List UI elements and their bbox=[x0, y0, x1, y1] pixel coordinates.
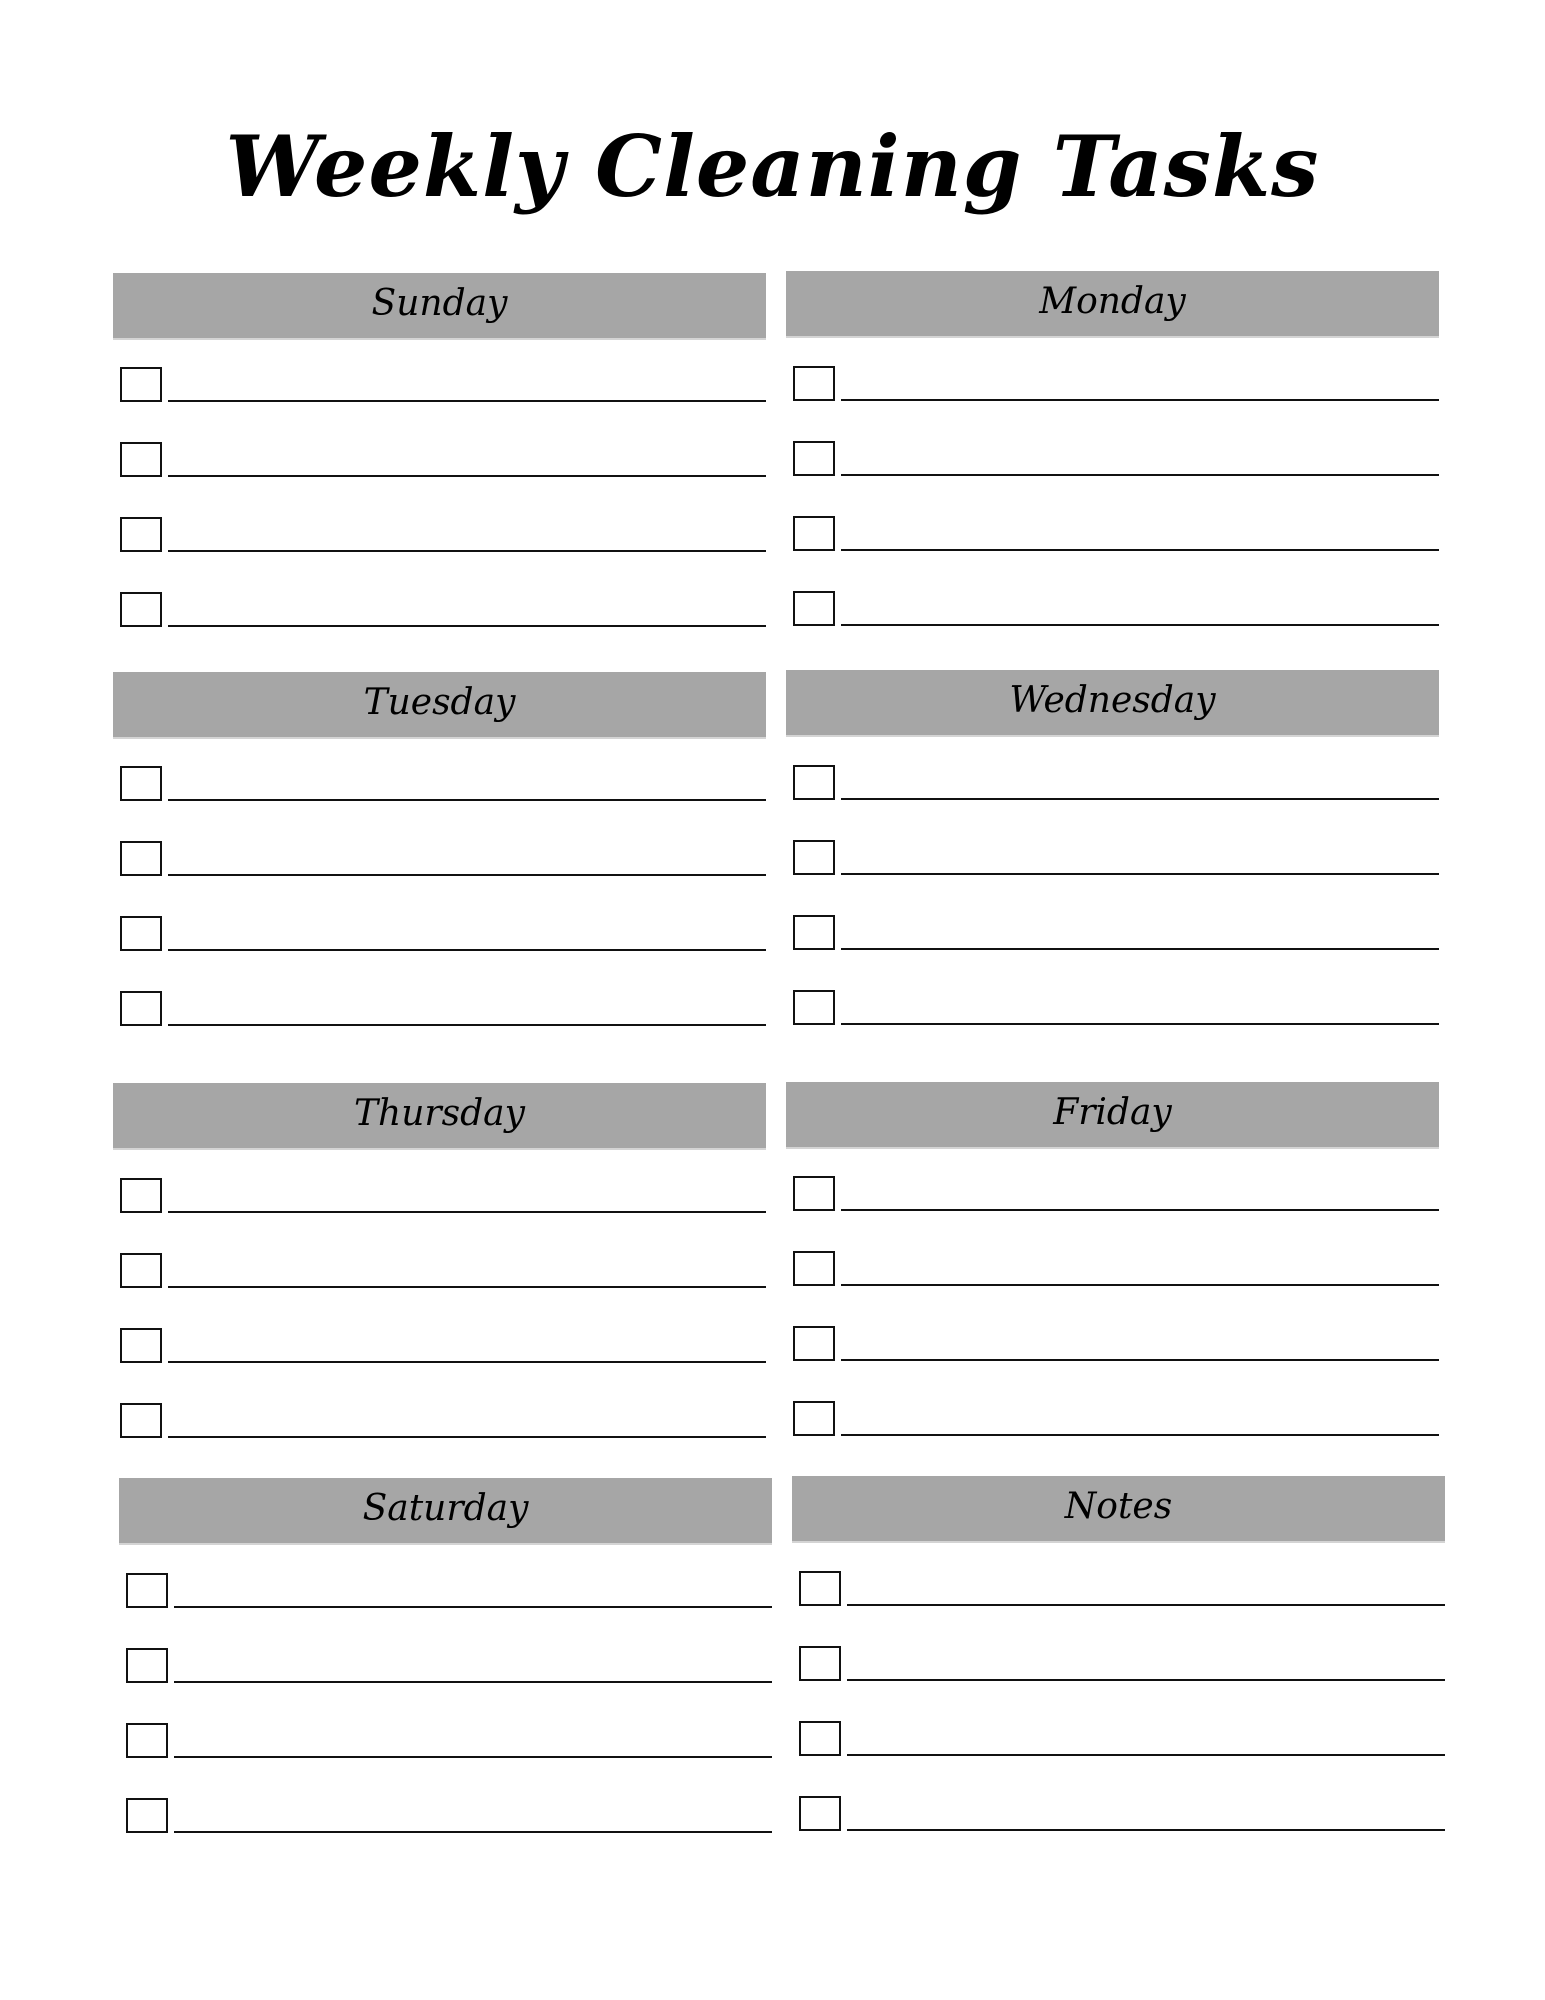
task-row bbox=[786, 516, 1439, 552]
page-title: Weekly Cleaning Tasks bbox=[225, 117, 1320, 216]
task-checkbox[interactable] bbox=[120, 916, 162, 951]
task-input[interactable] bbox=[850, 1723, 1443, 1755]
task-row bbox=[792, 1721, 1445, 1757]
task-row bbox=[786, 1176, 1439, 1212]
task-checkbox[interactable] bbox=[120, 1403, 162, 1438]
task-checkbox[interactable] bbox=[126, 1723, 168, 1758]
task-input[interactable] bbox=[177, 1650, 770, 1682]
task-row bbox=[113, 1403, 766, 1439]
section-monday bbox=[786, 271, 1439, 338]
task-input[interactable] bbox=[171, 444, 764, 476]
section-sunday bbox=[113, 273, 766, 340]
task-input[interactable] bbox=[844, 368, 1437, 400]
section-header bbox=[113, 672, 766, 739]
section-header bbox=[786, 1082, 1439, 1149]
section-title: Wednesday bbox=[1009, 680, 1216, 721]
task-input[interactable] bbox=[177, 1575, 770, 1607]
section-tuesday bbox=[113, 672, 766, 739]
task-row bbox=[786, 1401, 1439, 1437]
task-checkbox[interactable] bbox=[799, 1571, 841, 1606]
task-checkbox[interactable] bbox=[793, 990, 835, 1025]
section-title: Thursday bbox=[354, 1093, 525, 1134]
task-row bbox=[786, 990, 1439, 1026]
task-row bbox=[119, 1573, 772, 1609]
section-title: Friday bbox=[1053, 1092, 1172, 1133]
section-title: Monday bbox=[1039, 281, 1186, 322]
task-row bbox=[113, 1328, 766, 1364]
task-checkbox[interactable] bbox=[120, 991, 162, 1026]
task-row bbox=[786, 840, 1439, 876]
task-input[interactable] bbox=[171, 1405, 764, 1437]
section-wednesday bbox=[786, 670, 1439, 737]
section-title: Sunday bbox=[371, 283, 508, 324]
section-thursday bbox=[113, 1083, 766, 1150]
task-input[interactable] bbox=[171, 993, 764, 1025]
task-checkbox[interactable] bbox=[799, 1796, 841, 1831]
task-row bbox=[786, 915, 1439, 951]
task-row bbox=[786, 765, 1439, 801]
task-checkbox[interactable] bbox=[793, 1326, 835, 1361]
task-checkbox[interactable] bbox=[793, 840, 835, 875]
task-checkbox[interactable] bbox=[793, 915, 835, 950]
task-checkbox[interactable] bbox=[799, 1646, 841, 1681]
section-header bbox=[113, 273, 766, 340]
task-input[interactable] bbox=[844, 1178, 1437, 1210]
task-input[interactable] bbox=[844, 917, 1437, 949]
task-row bbox=[792, 1796, 1445, 1832]
task-row bbox=[786, 441, 1439, 477]
task-checkbox[interactable] bbox=[793, 1401, 835, 1436]
task-row bbox=[786, 366, 1439, 402]
task-input[interactable] bbox=[171, 843, 764, 875]
task-checkbox[interactable] bbox=[793, 516, 835, 551]
task-input[interactable] bbox=[844, 518, 1437, 550]
task-checkbox[interactable] bbox=[793, 441, 835, 476]
task-row bbox=[113, 442, 766, 478]
task-input[interactable] bbox=[177, 1800, 770, 1832]
task-input[interactable] bbox=[850, 1573, 1443, 1605]
task-input[interactable] bbox=[844, 443, 1437, 475]
task-row bbox=[113, 367, 766, 403]
task-row bbox=[786, 1251, 1439, 1287]
task-input[interactable] bbox=[850, 1798, 1443, 1830]
task-checkbox[interactable] bbox=[120, 517, 162, 552]
task-row bbox=[119, 1798, 772, 1834]
task-input[interactable] bbox=[844, 593, 1437, 625]
task-input[interactable] bbox=[844, 767, 1437, 799]
task-row bbox=[113, 916, 766, 952]
task-input[interactable] bbox=[177, 1725, 770, 1757]
section-title: Saturday bbox=[362, 1488, 529, 1529]
task-checkbox[interactable] bbox=[120, 841, 162, 876]
section-saturday bbox=[119, 1478, 772, 1545]
task-checkbox[interactable] bbox=[120, 592, 162, 627]
task-input[interactable] bbox=[844, 992, 1437, 1024]
task-row bbox=[113, 1253, 766, 1289]
task-row bbox=[113, 991, 766, 1027]
section-friday bbox=[786, 1082, 1439, 1149]
task-row bbox=[792, 1646, 1445, 1682]
section-header bbox=[113, 1083, 766, 1150]
task-input[interactable] bbox=[844, 1253, 1437, 1285]
section-header bbox=[786, 670, 1439, 737]
task-input[interactable] bbox=[171, 519, 764, 551]
section-header bbox=[792, 1476, 1445, 1543]
task-input[interactable] bbox=[171, 1330, 764, 1362]
section-header bbox=[119, 1478, 772, 1545]
task-row bbox=[113, 1178, 766, 1214]
task-input[interactable] bbox=[844, 1328, 1437, 1360]
task-checkbox[interactable] bbox=[120, 367, 162, 402]
task-row bbox=[113, 517, 766, 553]
task-checkbox[interactable] bbox=[793, 591, 835, 626]
section-title: Tuesday bbox=[363, 682, 516, 723]
task-checkbox[interactable] bbox=[793, 1251, 835, 1286]
task-checkbox[interactable] bbox=[793, 765, 835, 800]
task-row bbox=[119, 1723, 772, 1759]
task-row bbox=[113, 841, 766, 877]
task-checkbox[interactable] bbox=[793, 1176, 835, 1211]
task-row bbox=[113, 592, 766, 628]
task-checkbox[interactable] bbox=[120, 1328, 162, 1363]
task-input[interactable] bbox=[171, 1180, 764, 1212]
task-input[interactable] bbox=[171, 1255, 764, 1287]
section-notes bbox=[792, 1476, 1445, 1543]
task-row bbox=[786, 1326, 1439, 1362]
task-row bbox=[792, 1571, 1445, 1607]
task-input[interactable] bbox=[171, 369, 764, 401]
task-input[interactable] bbox=[844, 1403, 1437, 1435]
section-title: Notes bbox=[1064, 1486, 1173, 1527]
section-header bbox=[786, 271, 1439, 338]
task-checkbox[interactable] bbox=[120, 1178, 162, 1213]
task-input[interactable] bbox=[171, 918, 764, 950]
task-input[interactable] bbox=[171, 594, 764, 626]
task-row bbox=[786, 591, 1439, 627]
task-row bbox=[113, 766, 766, 802]
task-checkbox[interactable] bbox=[126, 1798, 168, 1833]
task-checkbox[interactable] bbox=[120, 1253, 162, 1288]
task-checkbox[interactable] bbox=[126, 1648, 168, 1683]
task-input[interactable] bbox=[850, 1648, 1443, 1680]
task-input[interactable] bbox=[171, 768, 764, 800]
task-checkbox[interactable] bbox=[799, 1721, 841, 1756]
task-checkbox[interactable] bbox=[120, 766, 162, 801]
task-checkbox[interactable] bbox=[120, 442, 162, 477]
task-row bbox=[119, 1648, 772, 1684]
task-input[interactable] bbox=[844, 842, 1437, 874]
task-checkbox[interactable] bbox=[793, 366, 835, 401]
task-checkbox[interactable] bbox=[126, 1573, 168, 1608]
